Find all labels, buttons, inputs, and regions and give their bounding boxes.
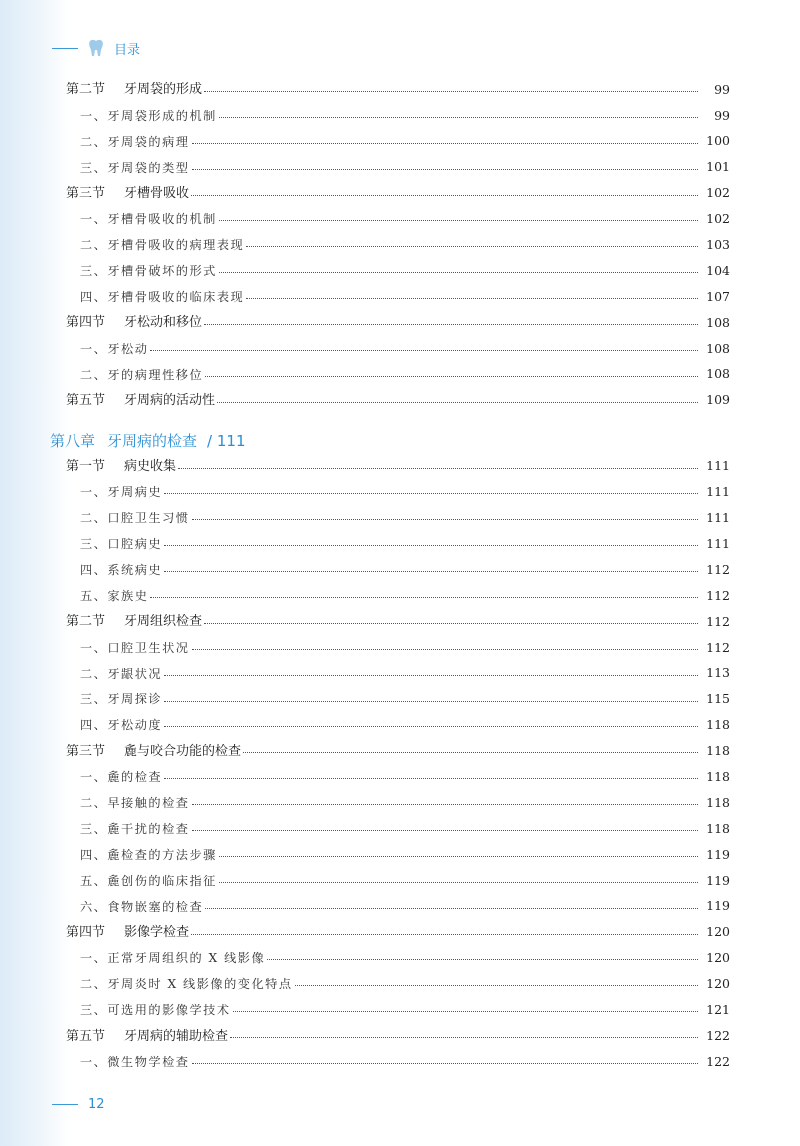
toc-section-entry[interactable] xyxy=(0,454,800,480)
entry-title: 一、微生物学检查 xyxy=(80,1054,190,1069)
toc-item-entry[interactable] xyxy=(0,1049,800,1075)
entry-page-number: 99 xyxy=(714,107,730,123)
entry-title: 一、牙周袋形成的机制 xyxy=(80,108,217,123)
chapter-page: / 111 xyxy=(207,431,246,450)
toc-top-list xyxy=(0,77,800,414)
footer-rule xyxy=(52,1104,78,1105)
entry-page-number: 99 xyxy=(714,81,730,97)
dot-leader xyxy=(267,958,698,960)
entry-page-number: 118 xyxy=(706,717,730,733)
toc-item-entry[interactable] xyxy=(0,635,800,661)
section-number: 第二节 xyxy=(66,614,106,630)
dot-leader xyxy=(243,751,698,753)
entry-title: 三、牙周袋的类型 xyxy=(80,160,190,175)
dot-leader xyxy=(295,984,698,986)
dot-leader xyxy=(164,544,698,546)
entry-title: 二、牙龈状况 xyxy=(80,666,163,681)
page-footer xyxy=(52,1097,105,1112)
entry-title: 麁与咬合功能的检查 xyxy=(124,743,242,759)
dot-leader xyxy=(178,467,698,469)
entry-page-number: 118 xyxy=(706,743,730,759)
header-title: 目录 xyxy=(114,42,141,58)
dot-leader xyxy=(219,116,698,118)
entry-title: 牙周组织检查 xyxy=(124,614,203,630)
chapter-heading[interactable] xyxy=(0,428,800,454)
toc-item-entry[interactable] xyxy=(0,155,800,181)
entry-title: 三、牙槽骨破坏的形式 xyxy=(80,264,217,279)
toc-section-entry[interactable] xyxy=(0,310,800,336)
toc-item-entry[interactable] xyxy=(0,790,800,816)
entry-title: 一、牙周病史 xyxy=(80,485,163,500)
dot-leader xyxy=(204,622,698,624)
entry-title: 牙周病的辅助检查 xyxy=(124,1028,229,1044)
entry-page-number: 120 xyxy=(706,950,730,966)
toc-item-entry[interactable] xyxy=(0,946,800,972)
dot-leader xyxy=(164,674,698,676)
toc-item-entry[interactable] xyxy=(0,712,800,738)
section-number: 第四节 xyxy=(66,925,106,941)
entry-page-number: 113 xyxy=(706,665,730,681)
entry-page-number: 108 xyxy=(706,366,730,382)
toc-section-entry[interactable] xyxy=(0,738,800,764)
toc-item-entry[interactable] xyxy=(0,868,800,894)
dot-leader xyxy=(164,700,698,702)
entry-title: 二、早接触的检查 xyxy=(80,796,190,810)
entry-page-number: 119 xyxy=(706,846,730,862)
entry-title: 一、牙槽骨吸收的机制 xyxy=(80,212,217,227)
dot-leader xyxy=(192,648,699,650)
entry-page-number: 104 xyxy=(706,262,730,278)
entry-page-number: 121 xyxy=(706,1001,730,1017)
dot-leader xyxy=(205,907,698,909)
toc-item-entry[interactable] xyxy=(0,232,800,258)
dot-leader xyxy=(219,219,698,221)
section-number: 第二节 xyxy=(66,82,106,98)
entry-title: 六、食物嵌塞的检查 xyxy=(80,899,204,914)
entry-title: 三、麁干扰的检查 xyxy=(80,821,190,836)
dot-leader xyxy=(217,401,698,403)
entry-title: 一、正常牙周组织的 X 线影像 xyxy=(80,951,266,966)
dot-leader xyxy=(164,725,698,727)
entry-title: 三、口腔病史 xyxy=(80,537,163,552)
entry-title: 一、牙松动 xyxy=(80,341,149,356)
toc-item-entry[interactable] xyxy=(0,336,800,362)
toc-item-entry[interactable] xyxy=(0,129,800,155)
toc-item-entry[interactable] xyxy=(0,816,800,842)
toc-item-entry[interactable] xyxy=(0,103,800,129)
entry-title: 牙周袋的形成 xyxy=(124,82,203,98)
toc-item-entry[interactable] xyxy=(0,997,800,1023)
dot-leader xyxy=(164,777,698,779)
entry-title: 四、牙松动度 xyxy=(80,718,163,733)
entry-page-number: 112 xyxy=(706,639,730,655)
entry-title: 牙周病的活动性 xyxy=(124,393,216,409)
section-number: 第四节 xyxy=(66,315,106,331)
dot-leader xyxy=(219,881,698,883)
dot-leader xyxy=(192,168,699,170)
section-number: 第五节 xyxy=(66,1028,106,1044)
entry-title: 二、牙槽骨吸收的病理表现 xyxy=(80,238,245,253)
entry-page-number: 122 xyxy=(706,1027,730,1043)
toc-item-entry[interactable] xyxy=(0,971,800,997)
toc-item-entry[interactable] xyxy=(0,206,800,232)
toc-item-entry[interactable] xyxy=(0,842,800,868)
entry-title: 五、麁创伤的临床指征 xyxy=(80,873,217,888)
entry-page-number: 108 xyxy=(706,314,730,330)
entry-page-number: 103 xyxy=(706,237,730,253)
dot-leader xyxy=(246,245,698,247)
toc-section-entry[interactable] xyxy=(0,920,800,946)
chapter-number: 第八章 xyxy=(50,432,96,451)
entry-page-number: 120 xyxy=(706,924,730,940)
toc-item-entry[interactable] xyxy=(0,284,800,310)
section-number: 第一节 xyxy=(66,459,106,475)
entry-title: 病史收集 xyxy=(124,459,177,475)
dot-leader xyxy=(192,829,699,831)
dot-leader xyxy=(192,1062,699,1064)
toc-item-entry[interactable] xyxy=(0,531,800,557)
entry-page-number: 118 xyxy=(706,794,730,810)
chapter-title: 牙周病的检查 xyxy=(107,432,198,451)
entry-page-number: 122 xyxy=(706,1053,730,1069)
toc-item-entry[interactable] xyxy=(0,479,800,505)
running-header xyxy=(52,36,140,60)
toc-item-entry[interactable] xyxy=(0,258,800,284)
entry-title: 四、系统病史 xyxy=(80,562,163,577)
entry-page-number: 111 xyxy=(706,484,730,500)
table-of-contents xyxy=(0,77,800,1075)
entry-page-number: 102 xyxy=(706,211,730,227)
entry-page-number: 119 xyxy=(706,872,730,888)
entry-page-number: 107 xyxy=(706,288,730,304)
header-rule xyxy=(52,48,78,49)
dot-leader xyxy=(233,1010,698,1012)
entry-title: 五、家族史 xyxy=(80,588,149,603)
tooth-icon xyxy=(88,39,104,57)
entry-page-number: 115 xyxy=(706,691,730,707)
entry-title: 三、牙周探诊 xyxy=(80,692,163,707)
dot-leader xyxy=(150,349,698,351)
dot-leader xyxy=(204,90,698,92)
dot-leader xyxy=(230,1036,698,1038)
entry-page-number: 118 xyxy=(706,768,730,784)
toc-item-entry[interactable] xyxy=(0,557,800,583)
toc-bottom-list xyxy=(0,454,800,1075)
toc-item-entry[interactable] xyxy=(0,687,800,713)
dot-leader xyxy=(164,570,698,572)
entry-page-number: 112 xyxy=(706,587,730,603)
entry-title: 牙槽骨吸收 xyxy=(124,186,190,201)
entry-page-number: 111 xyxy=(706,458,730,474)
entry-title: 二、牙周炎时 X 线影像的变化特点 xyxy=(80,977,293,992)
dot-leader xyxy=(191,933,698,935)
toc-section-entry[interactable] xyxy=(0,181,800,207)
dot-leader xyxy=(192,142,699,144)
entry-page-number: 102 xyxy=(706,185,730,201)
toc-item-entry[interactable] xyxy=(0,764,800,790)
dot-leader xyxy=(192,518,699,520)
entry-page-number: 108 xyxy=(706,340,730,356)
toc-section-entry[interactable] xyxy=(0,609,800,635)
dot-leader xyxy=(192,803,699,805)
entry-page-number: 111 xyxy=(706,535,730,551)
dot-leader xyxy=(205,375,698,377)
entry-page-number: 112 xyxy=(706,613,730,629)
section-number: 第三节 xyxy=(66,743,106,759)
dot-leader xyxy=(204,323,698,325)
toc-item-entry[interactable] xyxy=(0,362,800,388)
toc-section-entry[interactable] xyxy=(0,77,800,103)
dot-leader xyxy=(246,297,698,299)
entry-title: 三、可选用的影像学技术 xyxy=(80,1003,231,1018)
entry-page-number: 118 xyxy=(706,820,730,836)
toc-item-entry[interactable] xyxy=(0,661,800,687)
entry-page-number: 101 xyxy=(706,159,730,175)
entry-page-number: 112 xyxy=(706,561,730,577)
entry-page-number: 119 xyxy=(706,898,730,914)
entry-page-number: 109 xyxy=(706,392,730,408)
dot-leader xyxy=(219,855,698,857)
entry-title: 一、口腔卫生状况 xyxy=(80,640,190,655)
toc-section-entry[interactable] xyxy=(0,1023,800,1049)
dot-leader xyxy=(191,194,698,196)
dot-leader xyxy=(150,596,698,598)
entry-title: 影像学检查 xyxy=(124,925,190,941)
toc-item-entry[interactable] xyxy=(0,505,800,531)
toc-item-entry[interactable] xyxy=(0,583,800,609)
toc-section-entry[interactable] xyxy=(0,388,800,414)
dot-leader xyxy=(219,271,698,273)
entry-title: 二、口腔卫生习惯 xyxy=(80,511,190,526)
entry-title: 一、麁的检查 xyxy=(80,770,163,785)
page-number: 12 xyxy=(88,1097,105,1112)
entry-title: 牙松动和移位 xyxy=(124,315,203,331)
entry-page-number: 120 xyxy=(706,976,730,992)
section-number: 第五节 xyxy=(66,393,106,409)
entry-title: 二、牙的病理性移位 xyxy=(80,367,204,382)
entry-title: 四、麁检查的方法步骤 xyxy=(80,847,217,862)
section-number: 第三节 xyxy=(66,186,106,201)
entry-page-number: 100 xyxy=(706,133,730,149)
entry-title: 四、牙槽骨吸收的临床表现 xyxy=(80,289,245,304)
dot-leader xyxy=(164,492,698,494)
toc-item-entry[interactable] xyxy=(0,894,800,920)
entry-page-number: 111 xyxy=(706,510,730,526)
entry-title: 二、牙周袋的病理 xyxy=(80,134,190,149)
